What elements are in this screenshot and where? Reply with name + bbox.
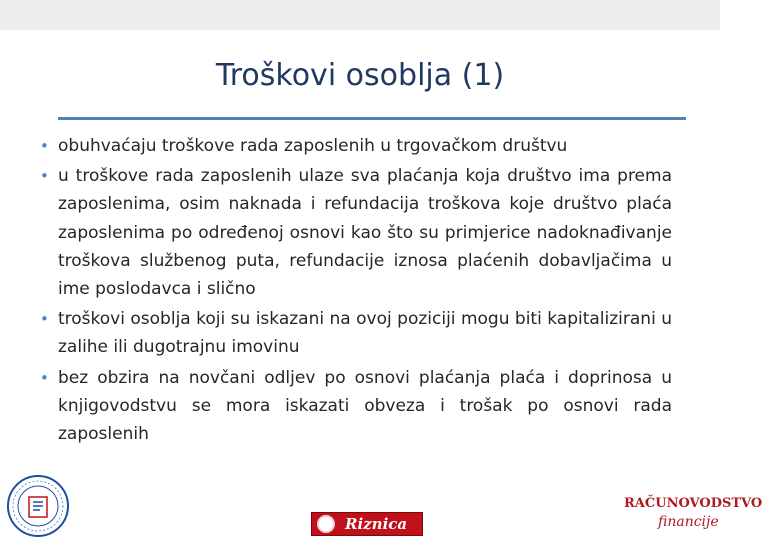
- riznica-emblem-icon: [317, 515, 335, 533]
- slide-title: Troškovi osoblja (1): [215, 58, 505, 93]
- bullet-item: • troškovi osoblja koji su iskazani na ovoj poziciji mogu biti kapitalizirani u zalihe ili dugotrajnu imovinu: [38, 305, 672, 361]
- financije-wordmark: financije: [658, 514, 719, 530]
- riznica-logo: [311, 512, 423, 536]
- title-divider: [58, 117, 686, 120]
- bullet-list: [38, 132, 672, 450]
- riznica-wordmark: Riznica: [345, 515, 408, 533]
- racunovodstvo-logo: [624, 494, 762, 538]
- seal-logo-icon: [2, 470, 74, 538]
- bullet-item: • bez obzira na novčani odljev po osnovi plaćanja plaća i doprinosa u knjigovodstvu se mora iskazati obveza i trošak po osnovi rada zaposlenih: [38, 364, 672, 449]
- bullet-item: • u troškove rada zaposlenih ulaze sva plaćanja koja društvo ima prema zaposlenima, osim naknada i refundacija troškova koje društvo plaća zaposlenima po određenoj osnovi kao što su primjerice nadoknađivanje troškova službenog puta, refundacije iznosa plaćenih dobavljačima u ime poslodavca i slično: [38, 162, 672, 303]
- racunovodstvo-wordmark: RAČUNOVODSTVO: [624, 496, 762, 511]
- bullet-item: • obuhvaćaju troškove rada zaposlenih u trgovačkom društvu: [38, 132, 672, 160]
- top-band: [0, 0, 720, 30]
